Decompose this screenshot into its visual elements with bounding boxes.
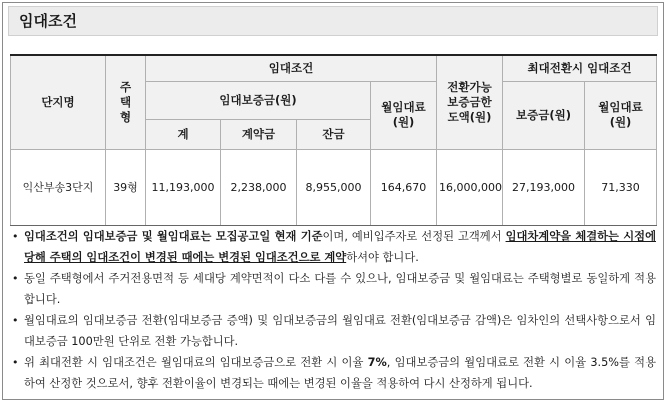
header-convertible-label: 전환가능보증금한도액(원): [447, 79, 492, 124]
header-max-deposit: [503, 81, 585, 149]
note-item: • 월임대료의 임대보증금 전환(임대보증금 증액) 및 임대보증금의 월임대료 전환(임대보증금 감액)은 임차인의 선택사항으로서 임대보증금 100만원 단위로 전환 가능합니다.: [12, 310, 656, 352]
header-contract: 계약금: [221, 119, 297, 149]
header-balance: 잔금: [297, 119, 371, 149]
note-1-bold: 임대조건의 임대보증금 및 월임대료는 모집공고일 현재 기준: [24, 230, 323, 243]
header-type: [106, 55, 146, 149]
note-1-end: 하셔야 합니다.: [346, 251, 419, 264]
cell-max-deposit: 27,193,000: [503, 149, 585, 225]
header-type-label: 주택형: [119, 79, 132, 124]
cell-type: 39형: [106, 149, 146, 225]
header-total: 계: [146, 119, 221, 149]
cell-monthly-rent: 164,670: [371, 149, 437, 225]
section-title: 임대조건: [8, 6, 658, 36]
note-4-pre: 위 최대전환 시 임대조건은 월임대료의 임대보증금으로 전환 시 이율: [24, 356, 368, 369]
cell-total: 11,193,000: [146, 149, 221, 225]
note-4-rate: 7%: [367, 356, 387, 369]
note-item: [12, 352, 656, 394]
header-rent-conditions: 임대조건: [146, 55, 437, 81]
rent-conditions-table: [10, 54, 657, 226]
header-convertible: [437, 55, 503, 149]
header-monthly-rent: [371, 81, 437, 149]
header-monthly-rent-label: 월임대료(원): [381, 100, 426, 129]
note-1-mid: 이며, 예비입주자로 선정된 고객께서: [322, 230, 506, 243]
header-complex: 단지명: [11, 55, 106, 149]
header-max-conversion: 최대전환시 임대조건: [503, 55, 657, 81]
note-item: [12, 226, 656, 268]
header-max-monthly-label: 월임대료(원): [598, 100, 643, 129]
cell-contract: 2,238,000: [221, 149, 297, 225]
note-item: • 동일 주택형에서 주거전용면적 등 세대당 계약면적이 다소 다를 수 있으나, 임대보증금 및 월임대료는 주택형별로 동일하게 적용합니다.: [12, 268, 656, 310]
cell-convertible: 16,000,000: [437, 149, 503, 225]
note-1-underlined: 임대차계약을 체결하는 시점에 당해 주택의 임대조건이 변경된 때에는 변경된 임대조건으로 계약: [24, 230, 656, 264]
header-max-deposit-label: 보증금(원): [516, 107, 571, 122]
cell-max-monthly: 71,330: [585, 149, 657, 225]
notes-list: [12, 226, 656, 394]
cell-balance: 8,955,000: [297, 149, 371, 225]
header-deposit: 임대보증금(원): [146, 81, 371, 119]
note-4-post: , 임대보증금의 월임대료로 전환 시 이율 3.5%를 적용하여 산정한 것으로서, 향후 전환이율이 변경되는 때에는 변경된 이율을 적용하여 다시 산정하게 됩니다.: [24, 356, 656, 390]
cell-complex: 익산부송3단지: [11, 149, 106, 225]
header-max-monthly: [585, 81, 657, 149]
